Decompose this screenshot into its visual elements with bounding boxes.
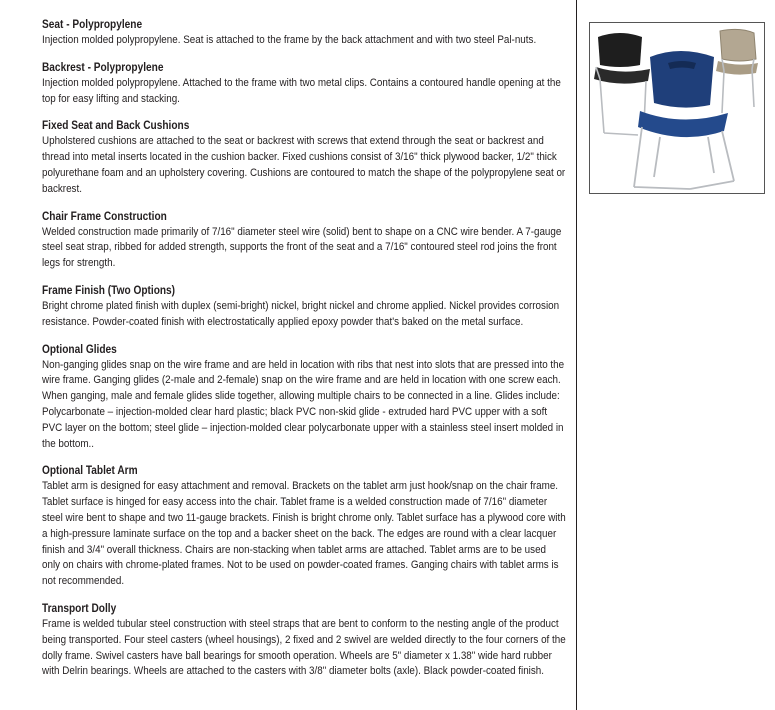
column-divider xyxy=(576,0,577,710)
section-body: Non-ganging glides snap on the wire frame and are held in location with ribs that nest into slots that are pressed into the wire frame. Ganging glides (2-male and 2-female) snap on the wire frame and are held in location with one screw each. When ganging, male and female glides slide together, allowing multiple chairs to be connected in a line. Glides include: Polycarbonate – injection-molded clear hard plastic; black PVC non-skid glide - extruded hard PVC upper with a soft PVC layer on the bottom; steel glide – injection-molded clear polycarbonate upper with a stainless steel insert molded in the bottom.. xyxy=(42,358,565,450)
section-cushions xyxy=(42,119,566,197)
tan-chair xyxy=(716,29,758,113)
product-photo xyxy=(589,22,765,194)
section-transport-dolly xyxy=(42,602,566,680)
section-body: Tablet arm is designed for easy attachment and removal. Brackets on the tablet arm just hook/snap on the chair frame. Tablet surface is hinged for easy access into the chair. Tablet frame is a welded construction made of 7/16" diameter steel wire bent to shape and two 11-gauge brackets. Finish is bright chrome only. Tablet surface has a plywood core with a high-pressure laminate surface on the top and a backer sheet on the back. The edges are round with a clear lacquer finish and 3/4" overall thickness. Chairs are non-stacking when tablet arms are attached. Tablet arms are to be used only on chairs with chrome-plated frames. Not to be used on powder-coated frames. Ganging chairs with tablet arms is not recommended. xyxy=(42,480,566,588)
section-heading: Frame Finish (Two Options) xyxy=(42,284,176,297)
section-frame-finish xyxy=(42,284,566,331)
section-heading: Transport Dolly xyxy=(42,602,117,615)
section-body: Upholstered cushions are attached to the seat or backrest with screws that extend through the seat or backrest and thread into metal inserts located in the cushion backer. Fixed cushions consist of 3/16" thick plywood backer, 1/2" thick polyurethane foam and an upholstery covering. Cushions are contoured to match the shape of the polypropylene seat or backrest. xyxy=(42,135,566,195)
section-heading: Backrest - Polypropylene xyxy=(42,61,164,74)
section-heading: Optional Glides xyxy=(42,343,117,356)
section-tablet-arm xyxy=(42,464,566,590)
section-body: Frame is welded tubular steel construction with steel straps that are bent to conform to the nesting angle of the product being transported. Four steel casters (wheel housings), 2 fixed and 2 swivel are welded directly to the four corners of the dolly frame. Swivel casters have ball bearings for smooth operation. Wheels are 5" diameter x 1.38" wide hard rubber with Delrin bearings. Wheels are attached to the casters with 3/8" diameter bolts (axle). Black powder-coated finish. xyxy=(42,617,566,678)
section-heading: Fixed Seat and Back Cushions xyxy=(42,120,190,133)
section-body: Injection molded polypropylene. Attached to the frame with two metal clips. Contains a contoured handle opening at the top for easy lifting and stacking. xyxy=(42,76,561,105)
section-heading: Optional Tablet Arm xyxy=(42,465,138,478)
section-backrest xyxy=(42,61,566,108)
section-body: Injection molded polypropylene. Seat is attached to the frame by the back attachment and with two steel Pal-nuts. xyxy=(42,34,537,46)
section-body: Welded construction made primarily of 7/16" diameter steel wire (solid) bent to shape on a CNC wire bender. A 7-gauge steel seat strap, ribbed for added strength, supports the front of the seat and a 7/16" contoured steel rod joins the front legs for strength. xyxy=(42,225,562,270)
section-heading: Seat - Polypropylene xyxy=(42,19,143,31)
section-seat xyxy=(42,18,566,49)
section-heading: Chair Frame Construction xyxy=(42,210,167,223)
section-body: Bright chrome plated finish with duplex (semi-bright) nickel, bright nickel and chrome applied. Nickel provides corrosion resistance. Powder-coated finish with electrostatically applied epoxy powder that's baked on the metal surface. xyxy=(42,299,560,328)
section-frame-construction xyxy=(42,210,566,272)
section-optional-glides xyxy=(42,343,566,453)
spec-text-column xyxy=(42,18,566,692)
stacking-chairs-photo-icon xyxy=(590,23,764,193)
